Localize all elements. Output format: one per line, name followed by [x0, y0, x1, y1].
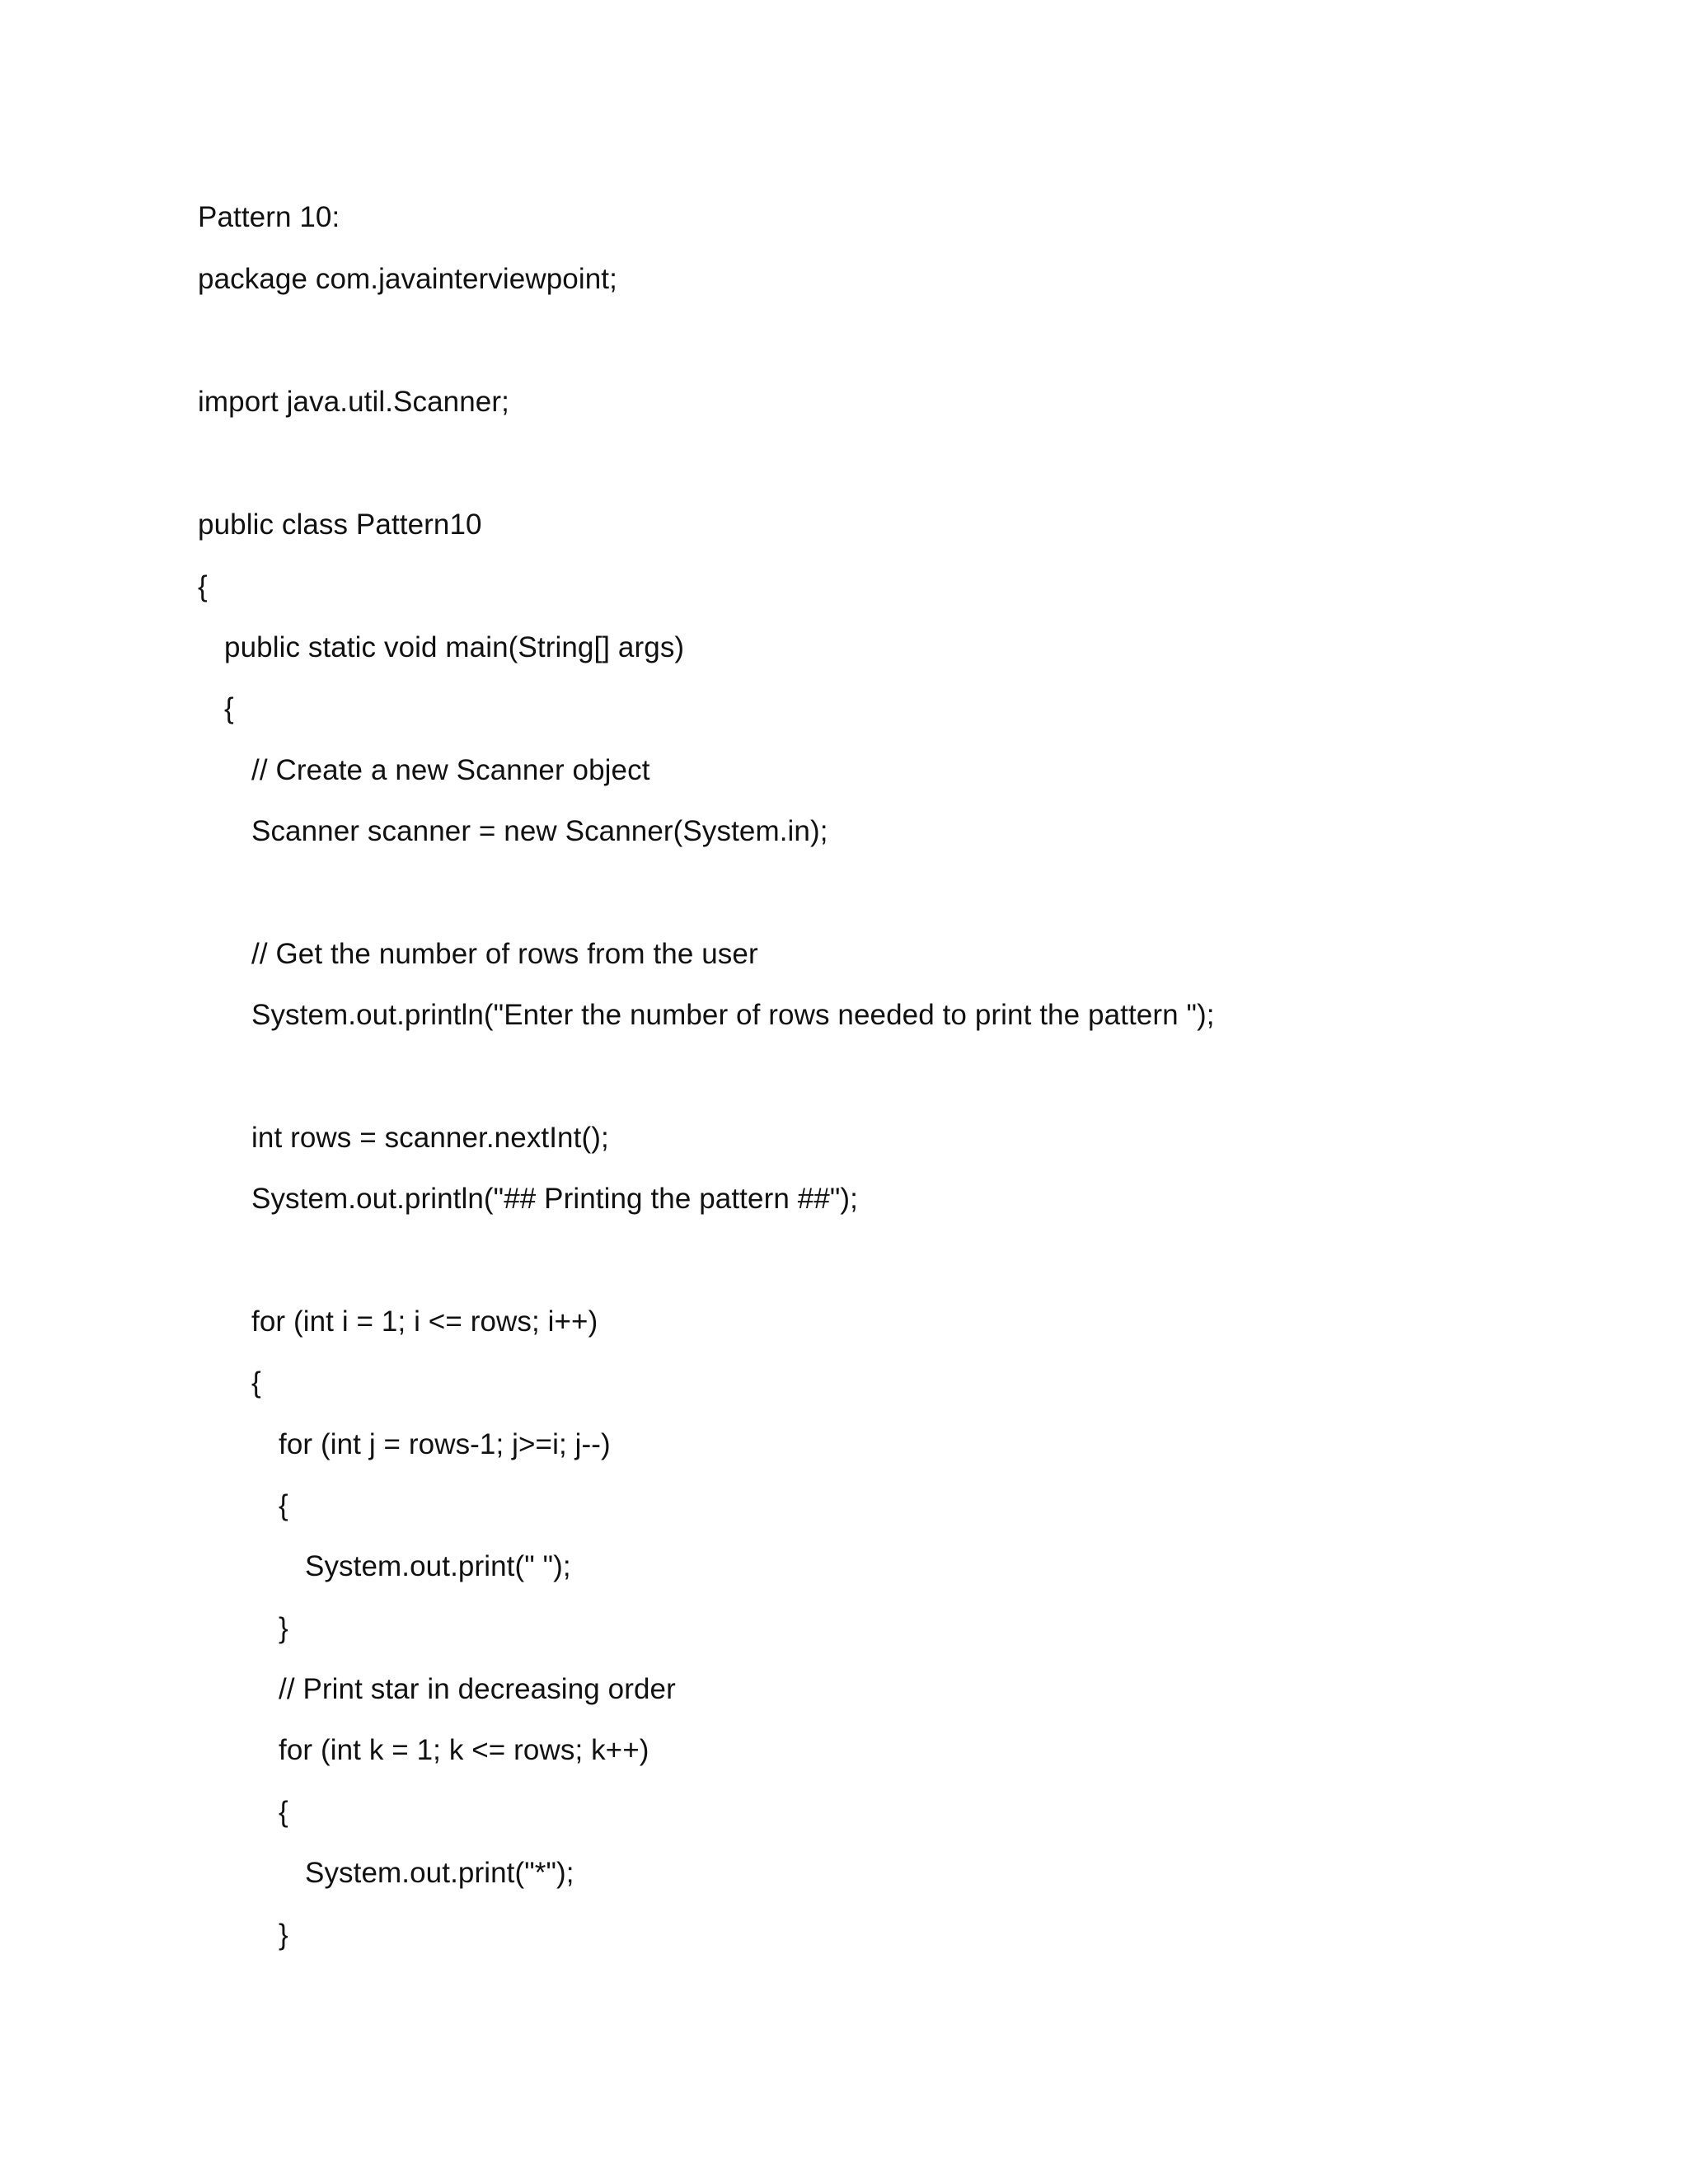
code-line-for-j: for (int j = rows-1; j>=i; j--) — [279, 1428, 611, 1460]
code-line-close-brace: } — [279, 1919, 288, 1951]
code-line-close-brace: } — [279, 1612, 288, 1644]
code-line-for-i: for (int i = 1; i <= rows; i++) — [251, 1305, 598, 1338]
code-line-open-brace: { — [279, 1489, 288, 1521]
code-line-print-star: System.out.print("*"); — [305, 1857, 574, 1889]
code-line-comment: // Create a new Scanner object — [251, 754, 650, 786]
code-line-package: package com.javainterviewpoint; — [198, 263, 617, 295]
code-line-open-brace: { — [198, 570, 208, 602]
code-line-for-k: for (int k = 1; k <= rows; k++) — [279, 1734, 649, 1766]
code-line-scanner: Scanner scanner = new Scanner(System.in); — [251, 815, 828, 847]
code-line-comment: // Get the number of rows from the user — [251, 938, 758, 970]
code-line-println-prompt: System.out.println("Enter the number of rows needed to print the pattern "); — [251, 999, 1215, 1031]
document-heading: Pattern 10: — [198, 201, 340, 233]
code-line-class-declaration: public class Pattern10 — [198, 509, 482, 541]
code-line-rows: int rows = scanner.nextInt(); — [251, 1122, 609, 1154]
code-line-open-brace: { — [224, 692, 234, 724]
code-line-open-brace: { — [251, 1366, 261, 1399]
code-line-open-brace: { — [279, 1796, 288, 1828]
code-line-main-method: public static void main(String[] args) — [224, 631, 685, 663]
code-line-print-space: System.out.print(" "); — [305, 1550, 571, 1582]
code-line-println-heading: System.out.println("## Printing the pattern ##"); — [251, 1183, 858, 1215]
code-line-import: import java.util.Scanner; — [198, 386, 509, 418]
code-line-comment: // Print star in decreasing order — [279, 1673, 676, 1705]
